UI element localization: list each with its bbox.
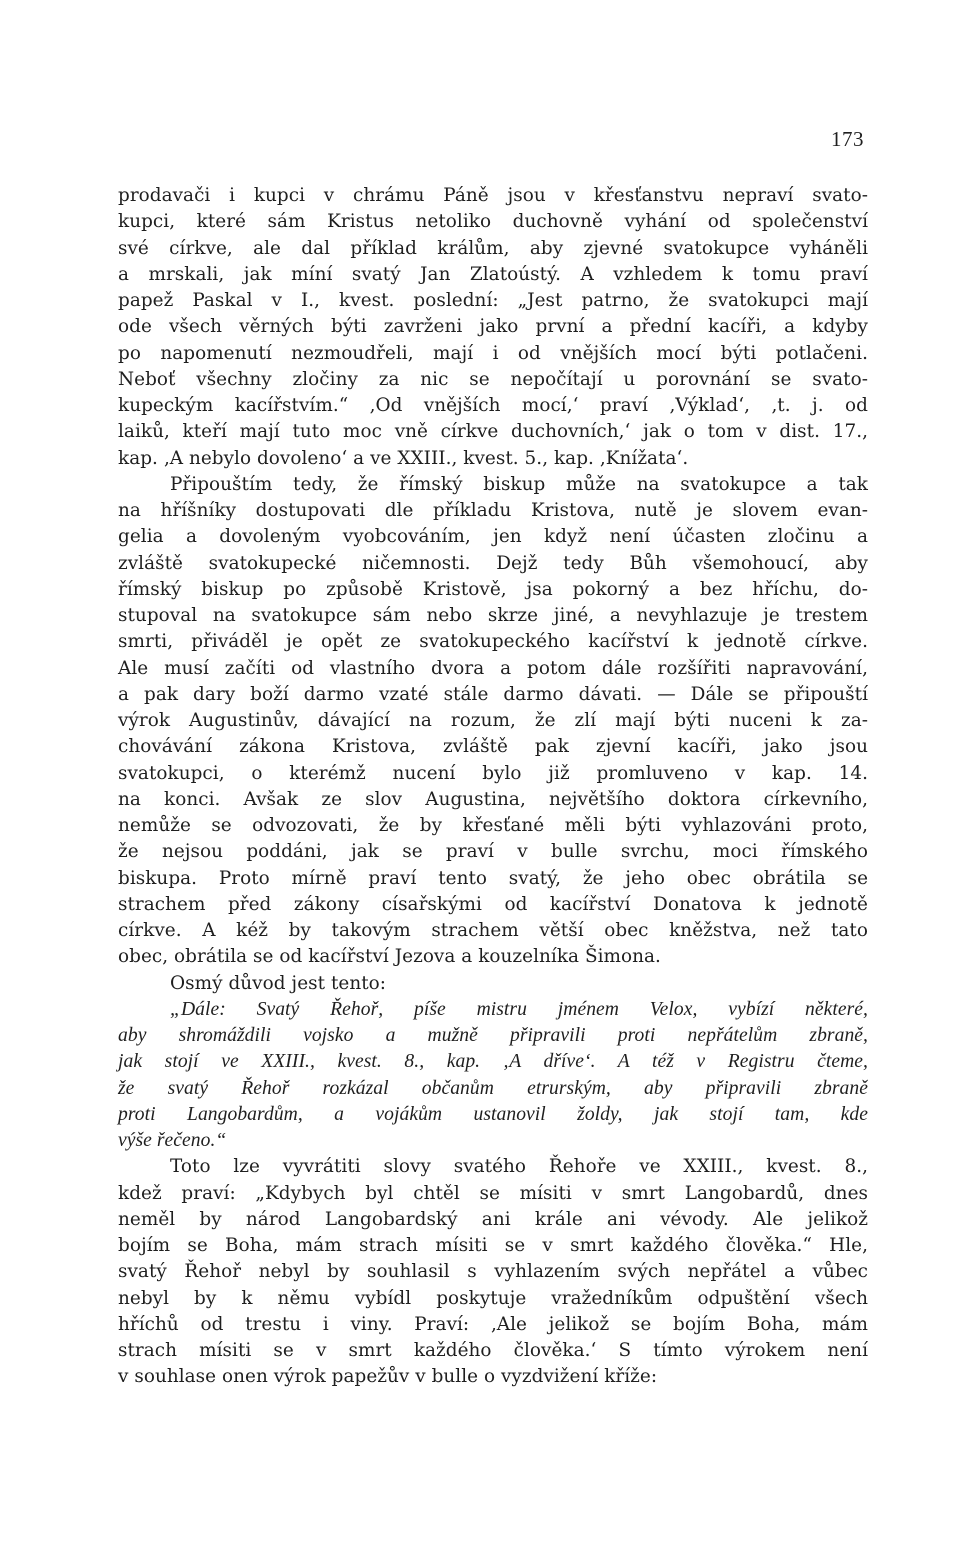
text-line: biskupa. Proto mírně praví tento svatý, že jeho obec obrátila se (118, 867, 868, 889)
text-line: jak stojí ve XXIII., kvest. 8., kap. ‚A dříve‘. A též v Registru čteme, (118, 1051, 868, 1073)
text-line: chovávání zákona Kristova, zvláště pak zjevní kacíři, jako jsou (118, 736, 868, 758)
text-line: výrok Augustinův, dávající na rozum, že zlí mají býti nuceni k za- (118, 710, 868, 731)
text-line: kap. ‚A nebylo dovoleno‘ a ve XXIII., kvest. 5., kap. ‚Knížata‘. (118, 447, 689, 469)
text-line: že nejsou poddáni, jak se praví v bulle svrchu, moci římského (118, 841, 868, 863)
body-text (118, 183, 868, 1391)
text-line: na konci. Avšak ze slov Augustina, největšího doktora církevního, (118, 788, 868, 810)
text-line: Osmý důvod jest tento: (170, 972, 387, 994)
text-line: a pak dary boží darmo vzaté stále darmo dávati. — Dále se připouští (118, 683, 868, 705)
text-line: kupci, které sám Kristus netoliko duchovně vyhání od společenství (118, 211, 868, 233)
text-line: Toto lze vyvrátiti slovy svatého Řehoře ve XXIII., kvest. 8., (170, 1156, 868, 1178)
text-line: papež Paskal v I., kvest. poslední: „Jest patrno, že svatokupci mají (118, 290, 868, 311)
text-line: a mrskali, jak míní svatý Jan Zlatoústý. A vzhledem k tomu praví (118, 263, 868, 285)
text-line: římský biskup po způsobě Kristově, jsa pokorný a bez hříchu, do- (118, 578, 868, 600)
text-line: nebyl by k němu vybídl poskytuje vražedníkům odpuštění všech (118, 1287, 868, 1309)
text-line: zvláště svatokupecké ničemnosti. Dejž tedy Bůh všemohoucí, aby (118, 552, 868, 574)
text-line: hříchů od trestu i viny. Praví: ‚Ale jelikož se bojím Boha, mám (118, 1313, 868, 1335)
text-line: aby shromáždili vojsko a mužně připravili proti nepřátelům zbraně, (118, 1025, 868, 1046)
text-line: strach mísiti se v smrt každého člověka.‘ S tímto výrokem není (118, 1340, 868, 1361)
text-line: že svatý Řehoř rozkázal občanům etrurským, aby připravili zbraně (118, 1077, 868, 1099)
text-line: kupeckým kacířstvím.“ ‚Od vnějších mocí,‘ praví ‚Výklad‘, ‚t. j. od (118, 395, 868, 416)
text-line: bojím se Boha, mám strach mísiti se v smrt každého člověka.“ Hle, (118, 1235, 868, 1256)
text-line: neměl by národ Langobardský ani krále ani vévody. Ale jelikož (118, 1208, 868, 1230)
text-line: ode všech věrných býti zavrženi jako první a přední kacíři, a kdyby (118, 316, 868, 338)
text-line: v souhlase onen výrok papežův v bulle o vyzdvižení kříže: (118, 1366, 658, 1388)
text-line: kdež praví: „Kdybych byl chtěl se mísiti v smrt Langobardů, dnes (118, 1182, 868, 1204)
text-line: po napomenutí nezmoudřeli, mají i od vnějších mocí býti potlačeni. (118, 342, 868, 364)
text-line: Připouštím tedy, že římský biskup může na svatokupce a tak (170, 473, 868, 495)
text-line: nemůže se odvozovati, že by křesťané měli býti vyhlazováni proto, (118, 815, 868, 836)
text-line: obec, obrátila se od kacířství Jezova a kouzelníka Šimona. (118, 946, 661, 968)
text-line: církve. A kéž by takovým strachem větší obec kněžstva, než tato (118, 920, 868, 941)
text-line: prodavači i kupci v chrámu Páně jsou v křesťanstvu nepraví svato- (118, 185, 868, 206)
text-line: svatokupci, o kterémž nucení bylo již promluveno v kap. 14. (118, 762, 868, 784)
text-line: laiků, kteří mají tuto moc vně církve duchovních,‘ jak o tom v dist. 17., (118, 421, 868, 443)
text-line: na hříšníky dostupovati dle příkladu Kristova, nutě je slovem evan- (118, 500, 868, 521)
page-number: 173 (831, 127, 864, 151)
text-line: stupoval na svatokupce sám nebo skrze jiné, a nevyhlazuje je trestem (118, 605, 868, 626)
text-line: Ale musí začíti od vlastního dvora a potom dále rozšířiti napravování, (118, 657, 868, 679)
text-line: strachem před zákony císařskými od kacířství Donatova k jednotě (118, 893, 868, 915)
text-line: smrti, přiváděl je opět ze svatokupeckého kacířství k jednotě církve. (118, 631, 868, 653)
text-line: Neboť všechny zločiny za nic se nepočítají u porovnání se svato- (118, 368, 868, 390)
text-line: „Dále: Svatý Řehoř, píše mistru jménem Velox, vybízí některé, (170, 998, 868, 1020)
text-line: proti Langobardům, a vojákům ustanovil žoldy, jak stojí tam, kde (118, 1103, 868, 1125)
text-line: svatý Řehoř nebyl by souhlasil s vyhlazením svých nepřátel a vůbec (118, 1261, 868, 1283)
text-line: gelia a dovoleným vyobcováním, jen když není účasten zločinu a (118, 526, 868, 548)
text-line: své církve, ale dal příklad králům, aby zjevné svatokupce vyháněli (118, 237, 868, 259)
text-line: výše řečeno.“ (118, 1130, 227, 1151)
